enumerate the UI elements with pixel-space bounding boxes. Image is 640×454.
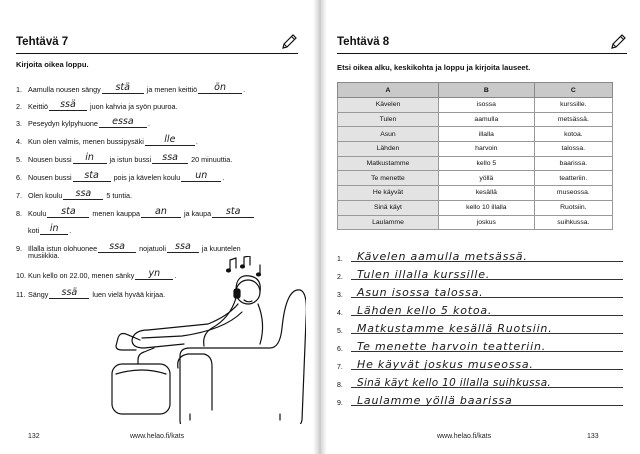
exercise-8-continued	[28, 224, 71, 235]
answer-line-6[interactable]	[337, 337, 623, 353]
table-row	[338, 142, 613, 157]
table-cell: kotoa.	[534, 127, 612, 142]
task7-instruction: Kirjoita oikea loppu.	[16, 60, 89, 69]
answer-blank[interactable]: sta	[73, 171, 111, 182]
table-row	[338, 156, 613, 171]
table-cell: suihkussa.	[534, 215, 612, 230]
table-cell: yöllä	[438, 171, 534, 186]
answer-blank[interactable]: ssa	[167, 242, 199, 253]
line-number: 5.	[337, 328, 343, 335]
table-cell: kello 10 illalla	[438, 200, 534, 215]
exercise-text: Kun kello on 22.00, menen sänky	[28, 271, 135, 280]
answer-blank[interactable]: in	[73, 153, 107, 164]
answer-line-2[interactable]	[337, 265, 623, 281]
line-number: 4.	[337, 310, 343, 317]
table-cell: Laulamme	[338, 215, 439, 230]
exercise-text: Olen koulu	[28, 191, 63, 200]
table-cell: Sinä käyt	[338, 200, 439, 215]
music-notes-icon	[227, 256, 261, 276]
answer-blank[interactable]: yn	[135, 269, 173, 280]
table-cell: He käyvät	[338, 186, 439, 201]
word-table-grid	[337, 82, 613, 230]
answer-blank[interactable]: ssa	[63, 189, 103, 200]
table-cell: Lähden	[338, 142, 439, 157]
exercise-2	[16, 100, 178, 111]
exercise-text: Sängy	[28, 290, 49, 299]
answer-blank[interactable]: lle	[145, 135, 195, 146]
exercise-text: .	[243, 85, 246, 94]
exercise-text: 5 tuntia.	[106, 191, 132, 200]
answer-blank[interactable]: ssa	[98, 242, 136, 253]
exercise-text: nojatuoli	[139, 244, 166, 253]
answer-blank[interactable]: sta	[212, 207, 254, 218]
column-header-b: B	[438, 83, 534, 98]
answer-line-8[interactable]	[337, 373, 623, 389]
exercise-3	[16, 117, 150, 128]
table-cell: Matkustamme	[338, 156, 439, 171]
exercise-number: 8.	[16, 209, 22, 218]
exercise-text: Aamulla nousen sängy	[28, 85, 101, 94]
answer-blank[interactable]: stä	[102, 83, 144, 94]
exercise-7	[16, 189, 132, 200]
answer-line-7[interactable]	[337, 355, 623, 371]
exercise-text: Koulu	[28, 209, 47, 218]
right-footer-url: www.helao.fi/kats	[437, 433, 492, 440]
table-cell: joskus	[438, 215, 534, 230]
line-number: 6.	[337, 346, 343, 353]
table-cell: kurssille.	[534, 98, 612, 113]
exercise-text: ja kaupa	[183, 209, 212, 218]
answer-blank[interactable]: sta	[47, 207, 89, 218]
right-page	[327, 0, 640, 454]
line-number: 7.	[337, 364, 343, 371]
exercise-text: ja menen keittiö	[146, 85, 198, 94]
table-cell: baarissa.	[534, 156, 612, 171]
answer-line-5[interactable]	[337, 319, 623, 335]
line-number: 1.	[337, 256, 343, 263]
pencil-icon	[280, 33, 298, 51]
exercise-number: 9.	[16, 244, 22, 253]
exercise-number: 5.	[16, 155, 22, 164]
left-footer-url: www.helao.fi/kats	[130, 433, 185, 440]
exercise-number: 10.	[16, 271, 26, 280]
table-row	[338, 112, 613, 127]
answer-line-1[interactable]	[337, 247, 623, 263]
table-cell: isossa	[438, 98, 534, 113]
exercise-text: .	[222, 173, 225, 182]
exercise-number: 1.	[16, 85, 22, 94]
exercise-number: 2.	[16, 102, 22, 111]
table-row	[338, 186, 613, 201]
table-cell: Asun	[338, 127, 439, 142]
answer-blank[interactable]: ssä	[49, 100, 87, 111]
exercise-text: Nousen bussi	[28, 173, 72, 182]
exercise-text: 20 minuuttia.	[191, 155, 233, 164]
exercise-text: koti	[28, 226, 40, 235]
table-row	[338, 127, 613, 142]
right-header	[337, 33, 627, 54]
table-cell: illalla	[438, 127, 534, 142]
exercise-text: .	[195, 137, 198, 146]
exercise-8	[16, 207, 255, 218]
exercise-number: 6.	[16, 173, 22, 182]
exercise-text: .	[174, 271, 177, 280]
exercise-5	[16, 153, 232, 164]
right-page-number: 133	[587, 433, 599, 440]
table-cell: Ruotsiin.	[534, 200, 612, 215]
exercise-4	[16, 135, 198, 146]
table-cell: Te menette	[338, 171, 439, 186]
exercise-text: menen kauppa	[92, 209, 140, 218]
table-cell: harvoin	[438, 142, 534, 157]
handwritten-answer: Sinä käyt kello 10 illalla suihkussa.	[357, 377, 552, 389]
table-cell: museossa.	[534, 186, 612, 201]
table-row	[338, 215, 613, 230]
handwritten-answer: Matkustamme kesällä Ruotsiin.	[357, 322, 553, 335]
book-gutter	[313, 0, 327, 454]
answer-blank[interactable]: ssä	[49, 288, 89, 299]
answer-line-9[interactable]	[337, 391, 623, 407]
table-cell: aamulla	[438, 112, 534, 127]
word-table	[337, 82, 613, 230]
table-cell: teatteriin.	[534, 171, 612, 186]
handwritten-answer: Te menette harvoin teatteriin.	[357, 340, 547, 353]
table-cell: Kävelen	[338, 98, 439, 113]
table-row	[338, 171, 613, 186]
exercise-6	[16, 171, 224, 182]
exercise-text: .	[69, 226, 72, 235]
answer-line-4[interactable]	[337, 301, 623, 317]
task7-title: Tehtävä 7	[16, 36, 69, 48]
answer-blank[interactable]: essa	[99, 117, 147, 128]
exercise-text: .	[147, 119, 150, 128]
handwritten-answer: Lähden kello 5 kotoa.	[357, 304, 493, 317]
line-number: 8.	[337, 382, 343, 389]
table-cell: metsässä.	[534, 112, 612, 127]
exercise-number: 3.	[16, 119, 22, 128]
answer-blank[interactable]: in	[40, 224, 68, 235]
answer-blank[interactable]: ssa	[152, 153, 188, 164]
table-cell: talossa.	[534, 142, 612, 157]
line-number: 9.	[337, 400, 343, 407]
task8-instruction: Etsi oikea alku, keskikohta ja loppu ja kirjoita lauseet.	[337, 63, 531, 72]
handwritten-answer: He käyvät joskus museossa.	[357, 358, 534, 371]
exercise-text: Kun olen valmis, menen bussipysäki	[28, 137, 144, 146]
table-cell: kello 5	[438, 156, 534, 171]
exercise-text: Peseydyn kylpyhuone	[28, 119, 98, 128]
exercise-1	[16, 83, 245, 94]
left-page-number: 132	[28, 433, 40, 440]
column-header-a: A	[338, 83, 439, 98]
exercise-text: luen vielä hyvää kirjaa.	[92, 290, 166, 299]
table-header-row	[338, 83, 613, 98]
table-row	[338, 200, 613, 215]
table-cell: kesällä	[438, 186, 534, 201]
exercise-text: ja istun bussi	[109, 155, 152, 164]
answer-blank[interactable]: un	[181, 171, 221, 182]
answer-line-3[interactable]	[337, 283, 623, 299]
exercise-number: 11.	[16, 290, 26, 299]
line-number: 3.	[337, 292, 343, 299]
handwritten-answer: Asun isossa talossa.	[357, 286, 484, 299]
exercise-text: Illalla istun olohuonee	[28, 244, 98, 253]
answer-blank[interactable]: ön	[198, 83, 242, 94]
exercise-text: juon kahvia ja syön puuroa.	[89, 102, 178, 111]
exercise-number: 4.	[16, 137, 22, 146]
handwritten-answer: Tulen illalla kurssille.	[357, 268, 491, 281]
handwritten-answer: Laulamme yöllä baarissa	[357, 394, 513, 407]
task8-title: Tehtävä 8	[337, 36, 390, 48]
handwritten-answer: Kävelen aamulla metsässä.	[357, 250, 528, 263]
exercise-text: pois ja kävelen koulu	[113, 173, 181, 182]
exercise-text: ja kuuntelen	[201, 244, 241, 253]
exercise-text: Nousen bussi	[28, 155, 72, 164]
table-row	[338, 98, 613, 113]
table-cell: Tulen	[338, 112, 439, 127]
exercise-number: 7.	[16, 191, 22, 200]
pencil-icon	[609, 33, 627, 51]
answer-blank[interactable]: an	[141, 207, 181, 218]
left-page	[0, 0, 313, 454]
exercise-9-continued: musiikkia.	[28, 251, 60, 260]
left-header	[16, 33, 298, 54]
relaxing-man-illustration	[110, 256, 306, 424]
exercise-text: Keittiö	[28, 102, 48, 111]
line-number: 2.	[337, 274, 343, 281]
column-header-c: C	[534, 83, 612, 98]
